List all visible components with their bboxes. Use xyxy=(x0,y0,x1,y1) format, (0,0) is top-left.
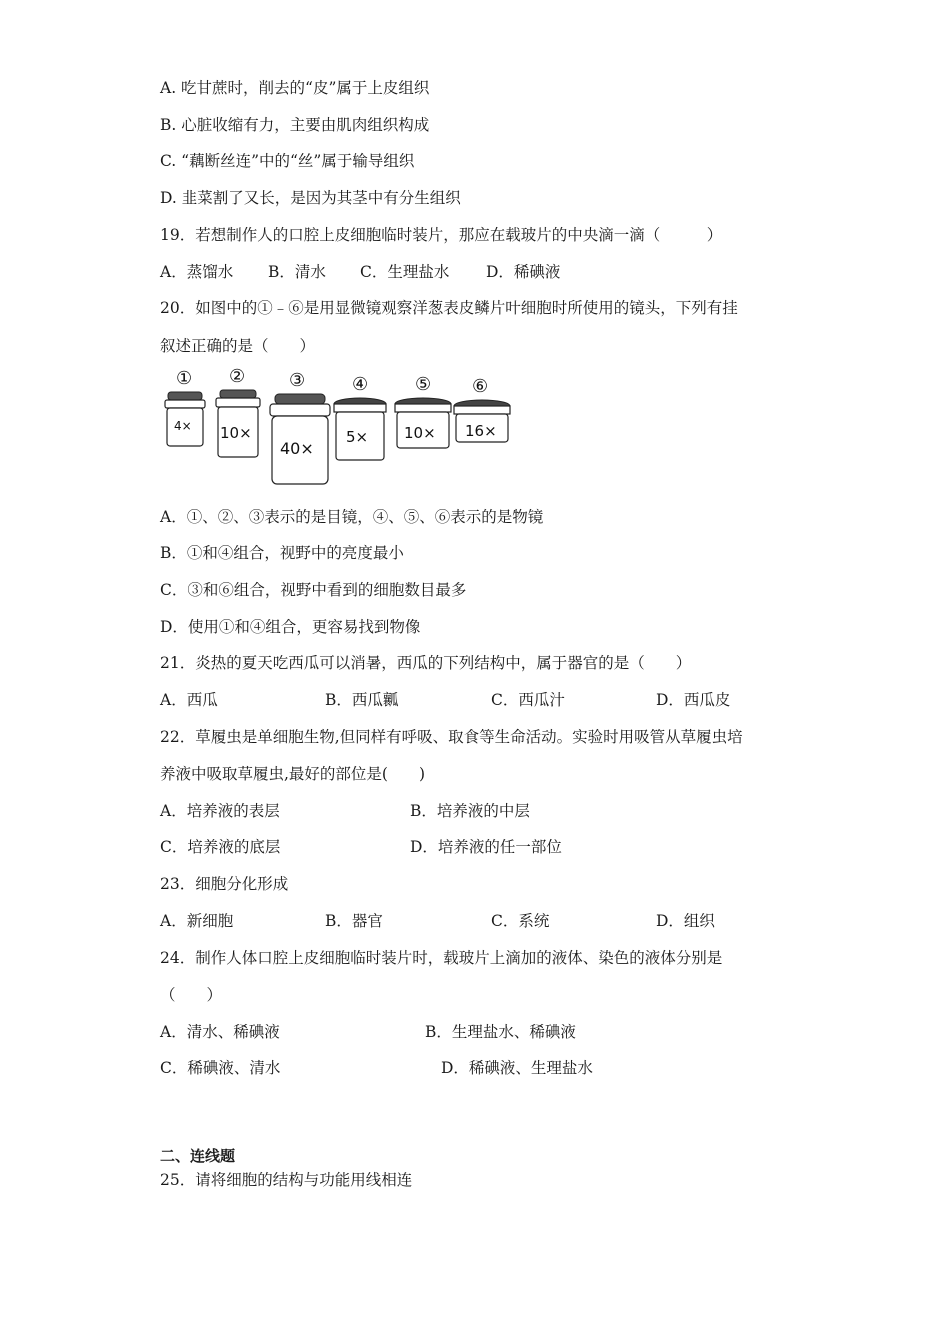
q23-option-b: B．器官 xyxy=(325,912,383,930)
lens-2 xyxy=(216,368,260,457)
q22-option-b: B．培养液的中层 xyxy=(410,802,530,820)
q24-option-d: D．稀碘液、生理盐水 xyxy=(441,1059,593,1077)
q18-option-b: B. 心脏收缩有力，主要由肌肉组织构成 xyxy=(160,116,430,134)
q20-option-d: D．使用①和④组合，更容易找到物像 xyxy=(160,618,421,636)
lens-6 xyxy=(454,376,510,442)
q19-option-a: A．蒸馏水 xyxy=(160,263,234,281)
q22-option-c: C．培养液的底层 xyxy=(160,838,281,856)
q21-option-d: D．西瓜皮 xyxy=(656,691,731,709)
q19-stem: 19．若想制作人的口腔上皮细胞临时装片，那应在载玻片的中央滴一滴（ ） xyxy=(160,226,723,244)
q23-option-c: C．系统 xyxy=(491,912,550,930)
lens-4 xyxy=(334,374,386,460)
q21-option-a: A．西瓜 xyxy=(160,691,218,709)
lens-4-number: ④ xyxy=(352,374,369,395)
q18-option-a: A. 吃甘蔗时，削去的“皮”属于上皮组织 xyxy=(160,79,430,97)
lens-5 xyxy=(395,374,451,448)
q20-stem-line2: 叙述正确的是（ ） xyxy=(160,337,316,355)
q20-option-a: A．①、②、③表示的是目镜，④、⑤、⑥表示的是物镜 xyxy=(160,508,544,526)
q24-option-c: C．稀碘液、清水 xyxy=(160,1059,281,1077)
q20-stem-line1: 20．如图中的①﹣⑥是用显微镜观察洋葱表皮鳞片叶细胞时所使用的镜头，下列有挂 xyxy=(160,299,738,317)
q22-option-a: A．培养液的表层 xyxy=(160,802,280,820)
lens-3-number: ③ xyxy=(289,370,306,391)
lens-2-number: ② xyxy=(229,368,246,387)
q19-option-c: C．生理盐水 xyxy=(360,263,450,281)
q24-option-b: B．生理盐水、稀碘液 xyxy=(425,1023,576,1041)
lens-4-magnification: 5× xyxy=(346,428,369,446)
section-heading: 二、连线题 xyxy=(160,1147,236,1165)
q19-option-b: B．清水 xyxy=(268,263,326,281)
q23-option-a: A．新细胞 xyxy=(160,912,234,930)
lens-2-magnification: 10× xyxy=(220,424,252,442)
lens-3 xyxy=(270,370,330,484)
q22-stem-line2: 养液中吸取草履虫,最好的部位是( ) xyxy=(160,765,426,783)
q23-option-d: D．组织 xyxy=(656,912,715,930)
q18-option-c: C. “藕断丝连”中的“丝”属于输导组织 xyxy=(160,152,415,170)
q24-option-a: A．清水、稀碘液 xyxy=(160,1023,280,1041)
lens-1-magnification: 4× xyxy=(174,419,192,433)
lens-3-magnification: 40× xyxy=(280,439,314,458)
q22-option-d: D．培养液的任一部位 xyxy=(410,838,562,856)
q21-option-b: B．西瓜瓤 xyxy=(325,691,399,709)
lens-6-number: ⑥ xyxy=(472,376,489,397)
q21-stem: 21．炎热的夏天吃西瓜可以消暑，西瓜的下列结构中，属于器官的是（ ） xyxy=(160,654,692,672)
lens-6-magnification: 16× xyxy=(465,422,497,440)
lens-1-number: ① xyxy=(176,368,193,389)
q21-option-c: C．西瓜汁 xyxy=(491,691,565,709)
lens-1 xyxy=(165,368,205,446)
q20-option-b: B．①和④组合，视野中的亮度最小 xyxy=(160,544,404,562)
microscope-lenses-figure xyxy=(160,368,520,488)
q19-option-d: D．稀碘液 xyxy=(486,263,561,281)
lens-5-magnification: 10× xyxy=(404,424,436,442)
q24-stem-line2: （ ） xyxy=(160,986,223,1004)
q23-stem: 23．细胞分化形成 xyxy=(160,875,289,893)
lens-5-number: ⑤ xyxy=(415,374,432,395)
q25-stem: 25．请将细胞的结构与功能用线相连 xyxy=(160,1171,413,1189)
q18-option-d: D. 韭菜割了又长，是因为其茎中有分生组织 xyxy=(160,189,461,207)
q24-stem-line1: 24．制作人体口腔上皮细胞临时装片时，载玻片上滴加的液体、染色的液体分别是 xyxy=(160,949,723,967)
q20-option-c: C．③和⑥组合，视野中看到的细胞数目最多 xyxy=(160,581,467,599)
q22-stem-line1: 22．草履虫是单细胞生物,但同样有呼吸、取食等生命活动。实验时用吸管从草履虫培 xyxy=(160,728,743,746)
